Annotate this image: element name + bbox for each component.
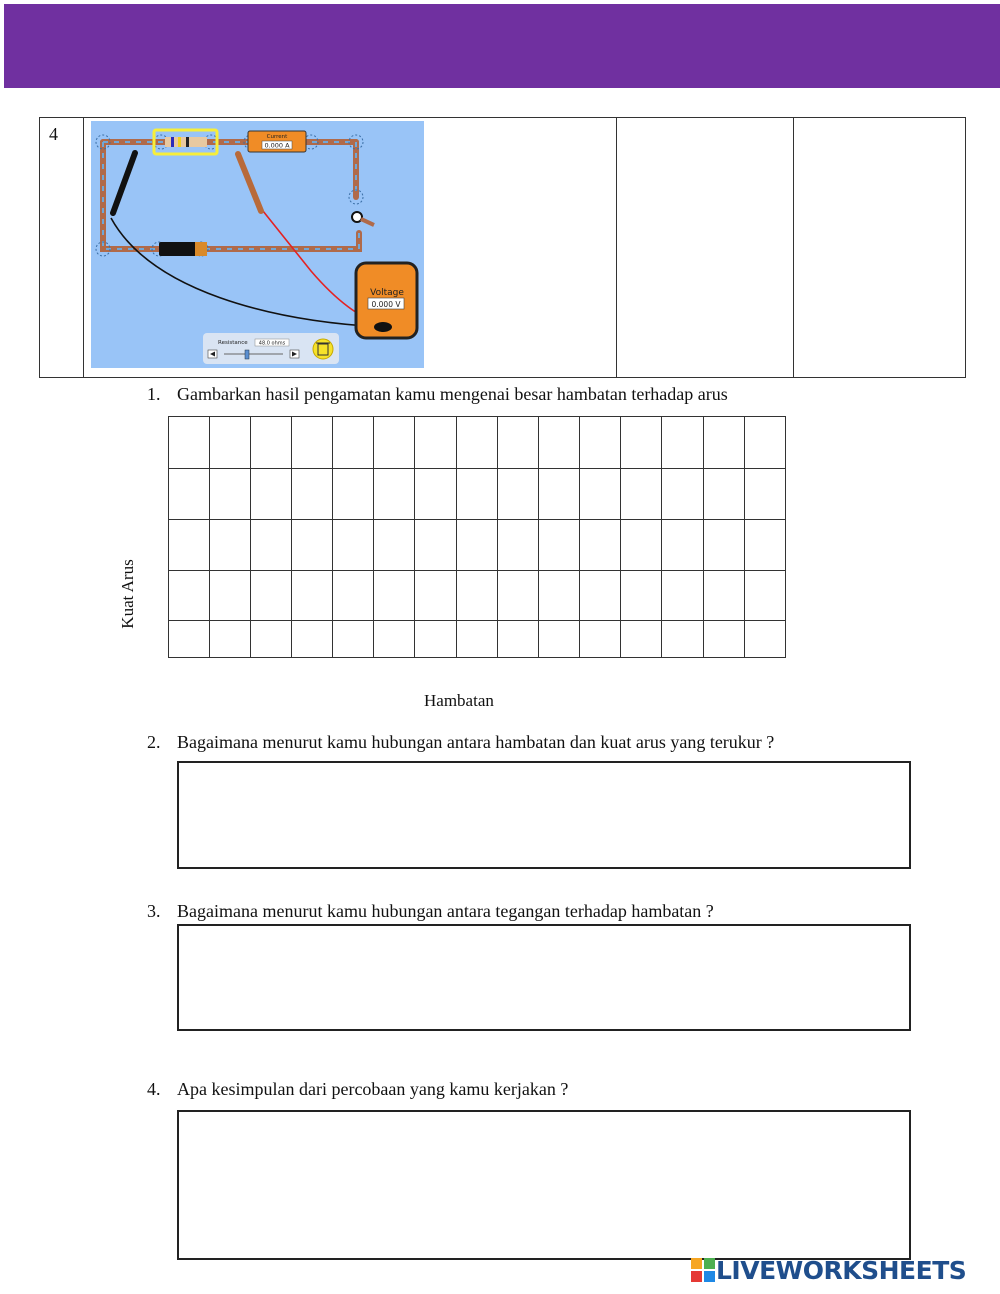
grid-line — [538, 417, 539, 657]
grid-line — [579, 417, 580, 657]
grid-line — [703, 417, 704, 657]
grid-line — [209, 417, 210, 657]
trash-icon[interactable] — [313, 339, 333, 359]
resistance-slider-thumb[interactable] — [245, 350, 249, 359]
grid-line — [332, 417, 333, 657]
brand-name: LIVEWORKSHEETS — [716, 1255, 967, 1285]
wires — [103, 142, 359, 249]
wire-highlights — [103, 142, 359, 249]
voltmeter-value: 0.000 V — [371, 300, 401, 309]
table-divider — [83, 118, 84, 377]
grid-line — [744, 417, 745, 657]
grid-line — [291, 417, 292, 657]
resistor-band — [186, 137, 189, 147]
logo-icon — [690, 1257, 716, 1283]
question-text: Gambarkan hasil pengamatan kamu mengenai besar hambatan terhadap arus — [177, 384, 728, 404]
question-4 — [147, 1079, 568, 1100]
resistor-band — [178, 137, 181, 147]
grid-line — [373, 417, 374, 657]
answer-box-2[interactable] — [177, 761, 911, 869]
grid-line — [169, 468, 785, 469]
question-text: Bagaimana menurut kamu hubungan antara tegangan terhadap hambatan ? — [177, 901, 714, 921]
grid-line — [497, 417, 498, 657]
grid-line — [661, 417, 662, 657]
table-divider — [616, 118, 617, 377]
grid-line — [620, 417, 621, 657]
resistor-band — [171, 137, 174, 147]
red-probe-icon[interactable] — [238, 154, 261, 211]
question-text: Bagaimana menurut kamu hubungan antara hambatan dan kuat arus yang terukur ? — [177, 732, 775, 752]
question-number: 3. — [147, 901, 161, 921]
resistance-label: Resistance — [218, 340, 248, 346]
black-probe-icon[interactable] — [113, 153, 135, 213]
switch-lever[interactable] — [361, 219, 374, 225]
header-banner — [4, 4, 1000, 88]
liveworksheets-logo — [690, 1253, 966, 1287]
grid-line — [456, 417, 457, 657]
question-text: Apa kesimpulan dari percobaan yang kamu kerjakan ? — [177, 1079, 569, 1099]
table-divider — [793, 118, 794, 377]
voltmeter-label: Voltage — [370, 288, 404, 298]
answer-box-4[interactable] — [177, 1110, 911, 1260]
answer-box-3[interactable] — [177, 924, 911, 1031]
question-number: 4. — [147, 1079, 161, 1099]
question-3 — [147, 901, 714, 922]
question-1 — [147, 384, 728, 405]
resistance-value: 48.0 ohms — [258, 340, 286, 347]
question-number: 1. — [147, 384, 161, 404]
ammeter-value: 0.000 A — [264, 141, 290, 150]
voltmeter-jack — [374, 322, 392, 332]
ammeter-label: Current — [266, 134, 288, 140]
row-number: 4 — [49, 124, 58, 144]
grid-line — [169, 519, 785, 520]
battery-icon[interactable] — [159, 242, 197, 256]
grid-line — [414, 417, 415, 657]
black-probe-wire — [111, 218, 381, 327]
graph-grid[interactable] — [168, 416, 786, 658]
grid-line — [169, 620, 785, 621]
y-axis-label: Kuat Arus — [118, 559, 137, 629]
x-axis-label: Hambatan — [424, 691, 494, 710]
circuit-simulation-image — [91, 121, 424, 368]
grid-line — [250, 417, 251, 657]
question-number: 2. — [147, 732, 161, 752]
grid-line — [169, 570, 785, 571]
question-2 — [147, 732, 774, 753]
circuit-diagram — [91, 121, 424, 368]
battery-terminal — [195, 242, 207, 256]
